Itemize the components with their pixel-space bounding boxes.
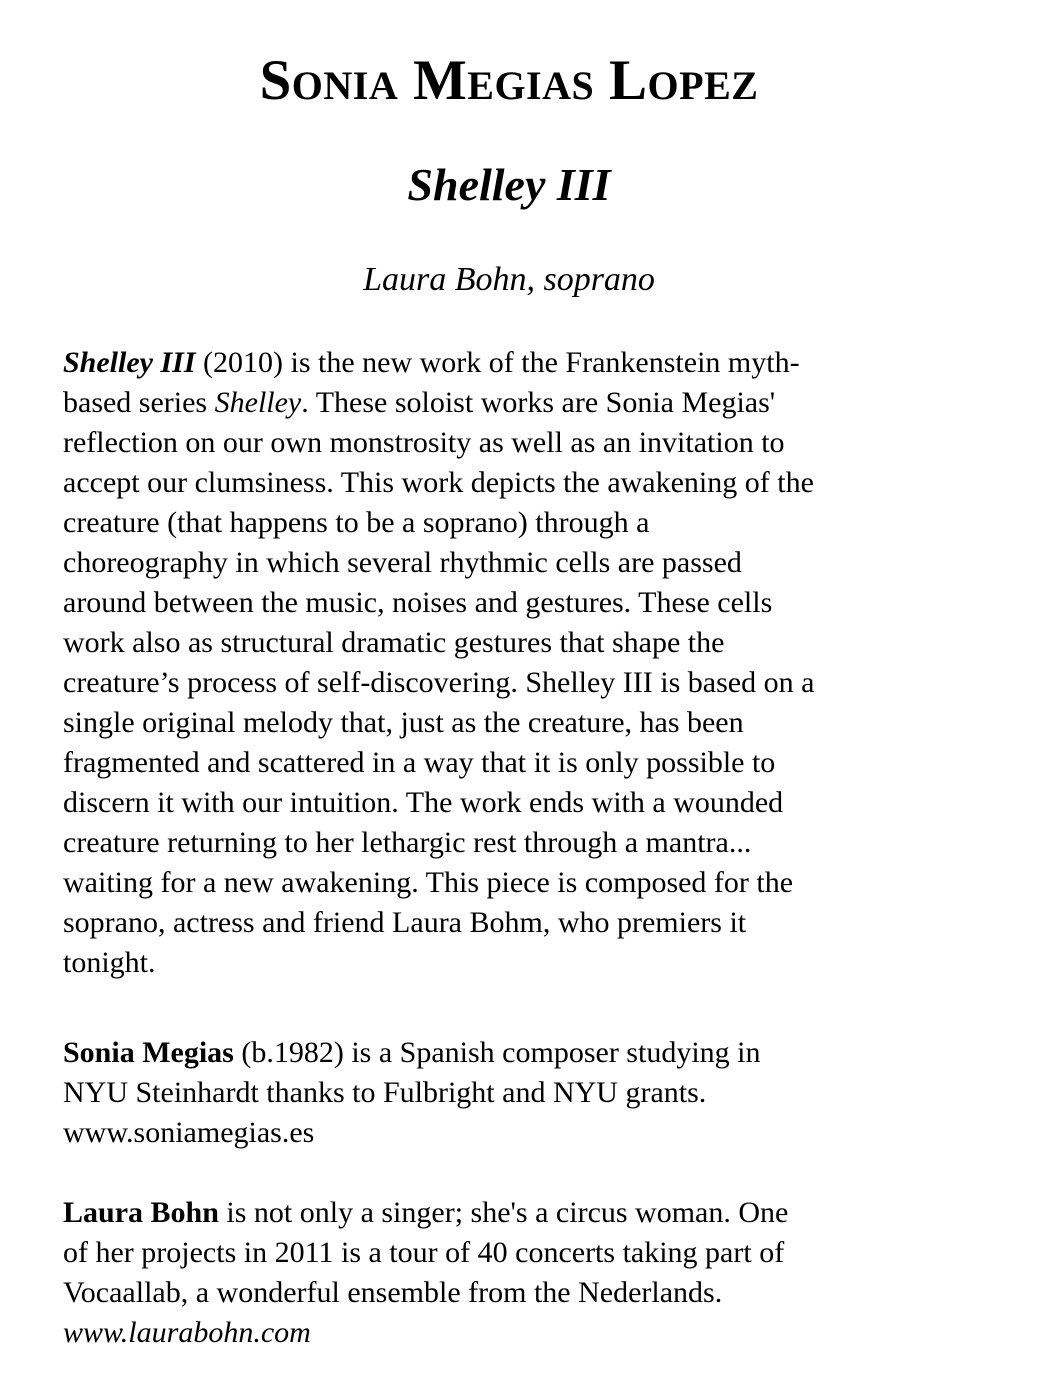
text-line [63,1073,955,1113]
text-line [63,423,955,463]
text-run: work also as structural dramatic gestures that shape the [63,626,725,659]
performer-bio [63,1193,955,1353]
text-line [63,903,955,943]
text-run: creature (that happens to be a soprano) through a [63,506,650,539]
text-run: accept our clumsiness. This work depicts the awakening of the [63,466,814,499]
text-run: based series [63,386,215,419]
text-line [63,463,955,503]
work-title-heading: Shelley III [407,159,611,210]
text-line [63,1313,955,1353]
program-notes [63,343,955,1353]
text-line [63,943,955,983]
text-line [63,383,955,423]
text-line [63,1193,955,1233]
program-note [63,343,955,983]
text-run: . These soloist works are Sonia Megias' [301,386,776,419]
text-run: soprano, actress and friend Laura Bohm, who premiers it [63,906,747,939]
text-line [63,663,955,703]
text-line [63,503,955,543]
text-run: fragmented and scattered in a way that it is only possible to [63,746,776,779]
text-line [63,743,955,783]
text-line [63,703,955,743]
text-line [63,343,955,383]
text-run: waiting for a new awakening. This piece is composed for the [63,866,794,899]
composer-bio [63,1033,955,1153]
text-run: around between the music, noises and gestures. These cells [63,586,773,619]
text-line [63,583,955,623]
text-line [63,863,955,903]
text-run: single original melody that, just as the creature, has been [63,706,744,739]
text-run: of her projects in 2011 is a tour of 40 concerts taking part of [63,1236,785,1269]
text-run: creature returning to her lethargic rest through a mantra... [63,826,752,859]
composer-name-heading: Sonia Megias Lopez [259,49,759,112]
performer-line: Laura Bohn, soprano [363,261,655,298]
text-run: choreography in which several rhythmic cells are passed [63,546,742,579]
text-run: (2010) is the new work of the Frankenstein myth- [195,346,800,379]
text-run: www.laurabohn.com [63,1316,311,1349]
text-run: Shelley III [63,346,196,379]
text-run: Vocaallab, a wonderful ensemble from the Nederlands. [63,1276,723,1309]
text-run: reflection on our own monstrosity as well as an invitation to [63,426,785,459]
text-run: (b.1982) is a Spanish composer studying in [233,1036,761,1069]
text-run: is not only a singer; she's a circus woman. One [218,1196,789,1229]
text-run: tonight. [63,946,156,979]
text-line [63,783,955,823]
text-line [63,623,955,663]
text-run: discern it with our intuition. The work ends with a wounded [63,786,784,819]
text-line [63,823,955,863]
text-line [63,1273,955,1313]
text-line [63,543,955,583]
text-line [63,1233,955,1273]
text-run: Laura Bohn [63,1196,219,1229]
text-run: www.soniamegias.es [63,1116,315,1149]
text-run: Sonia Megias [63,1036,234,1069]
text-line [63,1113,955,1153]
text-run: NYU Steinhardt thanks to Fulbright and NYU grants. [63,1076,707,1109]
text-run: creature’s process of self-discovering. Shelley III is based on a [63,666,815,699]
text-line [63,1033,955,1073]
text-run: Shelley [214,386,302,419]
